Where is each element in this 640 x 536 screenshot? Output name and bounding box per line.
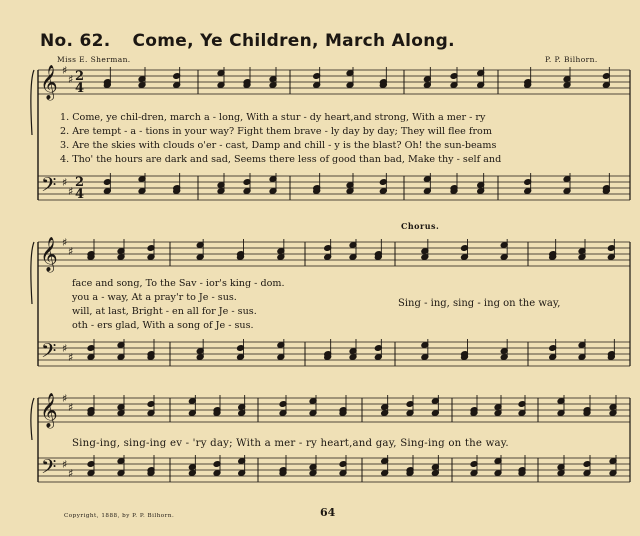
refrain-lyrics: Sing-ing, sing-ing ev - 'ry day; With a mer - ry heart,and gay, Sing-ing on the way. xyxy=(72,438,509,449)
treble-clef-icon: 𝄞 xyxy=(40,65,58,100)
hymn-title: Come, Ye Children, March Along. xyxy=(132,31,455,51)
sharp-icon: ♯ xyxy=(68,467,74,480)
verse-2-line-1: 2. Are tempt - a - tions in your way? Fight them brave - ly day by day; They will flee from xyxy=(60,126,492,137)
page-number: 64 xyxy=(320,506,336,519)
treble-clef-icon: 𝄞 xyxy=(40,393,58,428)
sharp-icon: ♯ xyxy=(68,73,74,86)
sharp-icon: ♯ xyxy=(62,392,68,405)
chorus-lyrics: Sing - ing, sing - ing on the way, xyxy=(398,298,561,309)
verse-2-line-2: you a - way, At a pray'r to Je - sus. xyxy=(72,292,237,303)
sharp-icon: ♯ xyxy=(68,185,74,198)
verse-lyrics-line-2 xyxy=(72,277,285,333)
bass-clef-icon: 𝄢 xyxy=(41,173,57,201)
lyricist-credit: Miss E. Sherman. xyxy=(57,55,131,64)
sharp-icon: ♯ xyxy=(62,176,68,189)
verse-1-line-1: 1. Come, ye chil-dren, march a - long, With a stur - dy heart,and strong, With a mer - ry xyxy=(60,112,486,123)
brace xyxy=(31,70,34,135)
sharp-icon: ♯ xyxy=(68,351,74,364)
verse-3-line-1: 3. Are the skies with clouds o'er - cast, Damp and chill - y is the blast? Oh! the sun-beams xyxy=(60,140,497,151)
sharp-icon: ♯ xyxy=(62,64,68,77)
sharp-icon: ♯ xyxy=(68,401,74,414)
verse-1-line-2: face and song, To the Sav - ior's king - dom. xyxy=(72,278,285,289)
verse-lyrics-line-1 xyxy=(60,111,501,167)
hymn-number: No. 62. xyxy=(40,31,111,51)
bass-clef-icon: 𝄢 xyxy=(41,455,57,483)
composer-credit: P. P. Bilhorn. xyxy=(545,55,598,64)
bass-clef-icon: 𝄢 xyxy=(41,339,57,367)
verse-3-line-2: will, at last, Bright - en all for Je - sus. xyxy=(72,306,257,317)
brace xyxy=(31,398,34,440)
time-signature: 4 xyxy=(75,81,85,96)
sharp-icon: ♯ xyxy=(68,245,74,258)
verse-4-line-1: 4. Tho' the hours are dark and sad, Seems there less of good than bad, Make thy - self and xyxy=(60,154,502,165)
sharp-icon: ♯ xyxy=(62,458,68,471)
time-signature: 2 xyxy=(75,175,85,190)
brace xyxy=(31,242,34,304)
copyright-notice: Copyright, 1888, by P. P. Bilhorn. xyxy=(64,513,175,519)
sharp-icon: ♯ xyxy=(62,236,68,249)
sharp-icon: ♯ xyxy=(62,342,68,355)
chorus-label: Chorus. xyxy=(401,221,440,231)
treble-clef-icon: 𝄞 xyxy=(40,237,58,272)
time-signature: 2 xyxy=(75,69,85,84)
time-signature: 4 xyxy=(75,187,85,202)
verse-4-line-2: oth - ers glad, With a song of Je - sus. xyxy=(72,320,254,331)
hymn-heading xyxy=(40,31,455,51)
